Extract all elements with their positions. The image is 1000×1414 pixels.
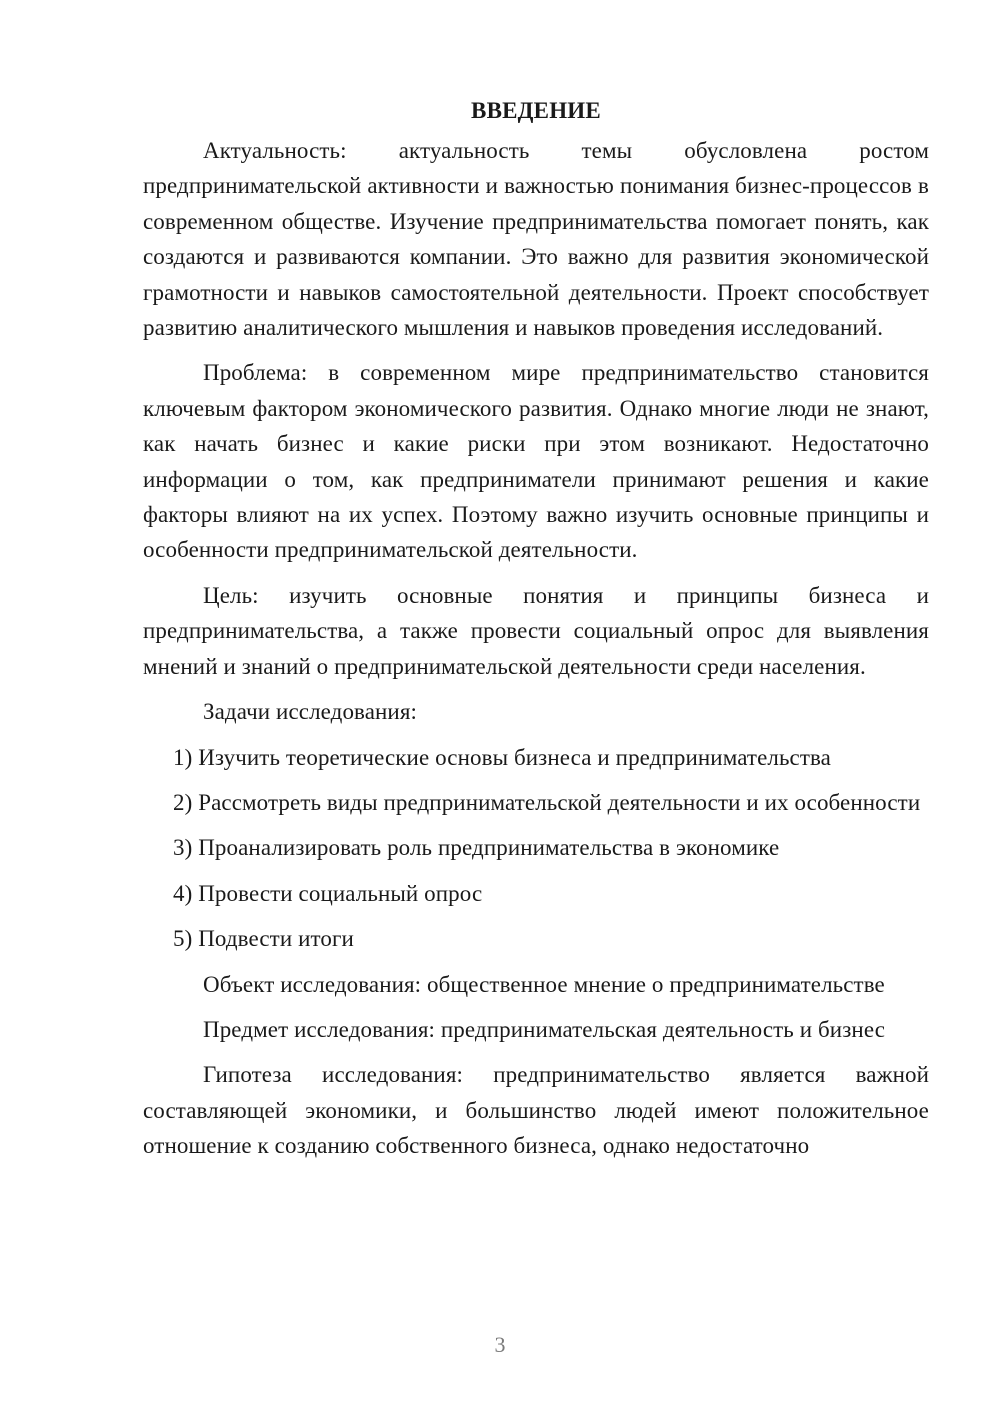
page-number: 3	[494, 1332, 506, 1357]
task-item-3: 3) Проанализировать роль предпринимательства в экономике	[173, 835, 780, 861]
paragraph-hypothesis: Гипотеза исследования: предпринимательство является важной составляющей экономики, и большинство людей имеют положительное отношение к созданию собственного бизнеса, однако недостаточно	[143, 1062, 929, 1159]
paragraph-problem: Проблема: в современном мире предпринимательство становится ключевым фактором экономического развития. Однако многие люди не знают, как начать бизнес и какие риски при этом возникают. Недостаточно информации о том, как предприниматели принимают решения и какие факторы влияют на их успех. Поэтому важно изучить основные принципы и особенности предпринимательской деятельности.	[143, 360, 929, 563]
paragraph-tasks-heading: Задачи исследования:	[203, 699, 418, 725]
task-item-2: 2) Рассмотреть виды предпринимательской деятельности и их особенности	[173, 789, 921, 815]
paragraph-relevance: Актуальность: актуальность темы обусловлена ростом предпринимательской активности и важностью понимания бизнес-процессов в современном обществе. Изучение предпринимательства помогает понять, как создаются и развиваются компании. Это важно для развития экономической грамотности и навыков самостоятельной деятельности. Проект способствует развитию аналитического мышления и навыков проведения исследований.	[143, 138, 929, 341]
task-item-1: 1) Изучить теоретические основы бизнеса и предпринимательства	[173, 744, 831, 770]
paragraph-goal: Цель: изучить основные понятия и принципы бизнеса и предпринимательства, а также провести социальный опрос для выявления мнений и знаний о предпринимательской деятельности среди населения.	[143, 582, 929, 679]
section-title: ВВЕДЕНИЕ	[471, 98, 601, 123]
paragraph-subject: Предмет исследования: предпринимательская деятельность и бизнес	[203, 1016, 886, 1042]
paragraph-object: Объект исследования: общественное мнение о предпринимательстве	[203, 971, 885, 997]
task-item-4: 4) Провести социальный опрос	[173, 880, 483, 906]
document-page	[143, 93, 929, 1174]
task-item-5: 5) Подвести итоги	[173, 926, 354, 952]
